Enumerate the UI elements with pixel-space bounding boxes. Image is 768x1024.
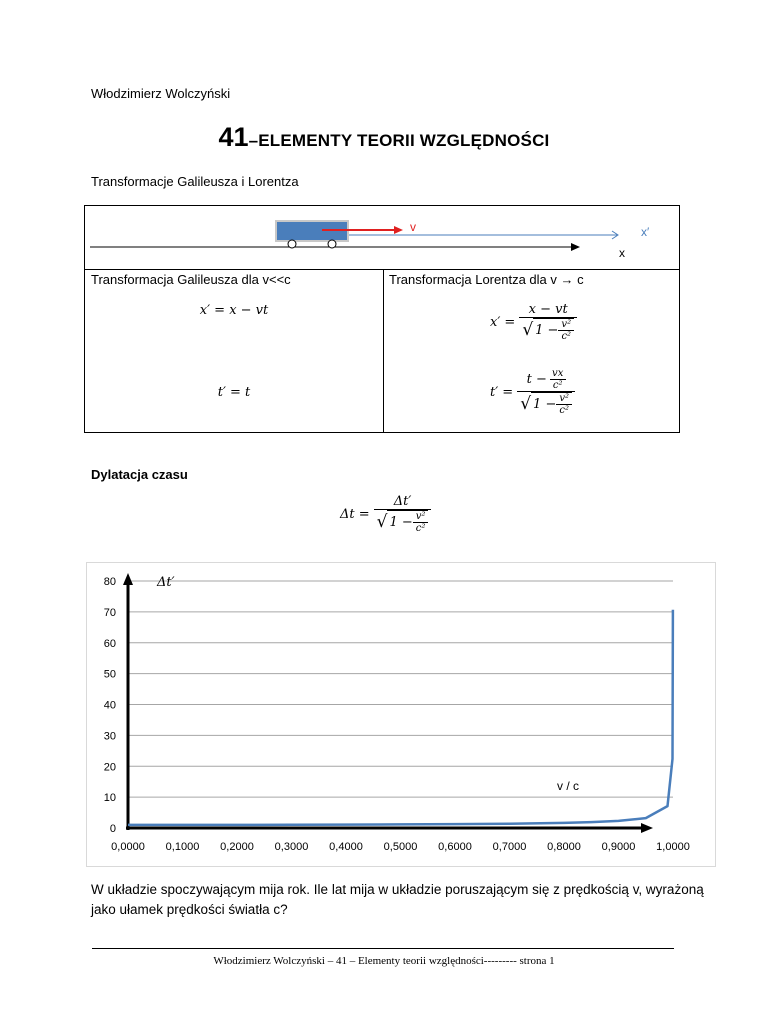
y-tick-label: 30: [103, 730, 116, 743]
x-tick-label: 0,0000: [111, 841, 145, 853]
lorentz-t-den-top: v²: [559, 393, 569, 404]
y-tick-label: 80: [103, 576, 116, 588]
x-tick-label: 0,9000: [601, 841, 636, 853]
lorentz-x-den-one: 1 −: [535, 323, 559, 338]
y-tick-label: 0: [109, 823, 116, 835]
y-tick-label: 60: [103, 637, 116, 650]
lorentz-x-den-top: v²: [561, 319, 572, 330]
x-tick-label: 0,6000: [438, 841, 472, 853]
question-text: W układzie spoczywającym mija rok. Ile lat mija w układzie poruszającym się z prędkością v, wyrażoną jako ułamek prędkości światła c?: [91, 882, 704, 917]
x-tick-label: 1,0000: [656, 841, 690, 853]
x-label: x: [619, 246, 625, 260]
x-axis-arrowhead: [641, 823, 653, 833]
dilation-numerator: Δt′: [393, 494, 412, 509]
galileo-heading: Transformacja Galileusza dla v<<c: [91, 272, 291, 287]
x-tick-label: 0,5000: [383, 841, 418, 853]
series-line: [128, 610, 673, 825]
section-subtitle: Transformacje Galileusza i Lorentza: [91, 174, 299, 189]
dilation-heading: Dylatacja czasu: [91, 467, 188, 482]
x-tick-label: 0,3000: [274, 841, 309, 853]
lorentz-t-lhs: t′ =: [490, 384, 514, 400]
x-prime-label: x′: [641, 225, 650, 239]
y-tick-label: 10: [103, 792, 116, 805]
x-tick-label: 0,4000: [329, 841, 363, 853]
dilation-den-top: v²: [415, 511, 426, 522]
dilation-lhs: Δt =: [340, 506, 370, 522]
dilation-den-bot: c²: [413, 522, 429, 534]
galileo-eq-t: t′ = t: [217, 385, 251, 400]
chapter-number: 41: [218, 122, 249, 152]
lorentz-t-num-top: vx: [552, 368, 564, 379]
lorentz-t-den-bot: c²: [556, 404, 572, 416]
y-tick-label: 40: [103, 699, 116, 712]
x-tick-label: 0,7000: [492, 841, 527, 853]
lorentz-eq-t: t′ = t − $\frac{vx}{\text{c²}}$ √ 1 − $\frac{\text{v²}}{\text{c²}}$: [490, 368, 575, 416]
x-tick-label: 0,8000: [547, 841, 581, 853]
y-tick-label: 20: [103, 761, 116, 774]
x-tick-label: 0,2000: [220, 841, 254, 853]
y-axis-arrowhead: [123, 573, 133, 585]
galileo-eq-x: x′ = x − vt: [199, 303, 269, 318]
author-name: Włodzimierz Wolczyński: [91, 86, 231, 101]
dilation-formula: Δt = Δt′ √ 1 − $\frac{\text{v²}}{\text{c²}}$: [340, 494, 431, 534]
lorentz-x-lhs: x′ =: [490, 314, 516, 330]
chapter-title: –ELEMENTY TEORII WZGLĘDNOŚCI: [248, 131, 550, 150]
velocity-label: v: [410, 220, 416, 234]
y-tick-label: 70: [103, 606, 116, 619]
page-footer: Włodzimierz Wolczyński – 41 – Elementy teorii względności--------- strona 1: [213, 955, 555, 967]
lorentz-x-den-bot: c²: [558, 330, 574, 342]
lorentz-t-den-one: 1 −: [533, 397, 557, 412]
footer-rule: [92, 948, 674, 949]
x-axis-label: v / c: [557, 779, 580, 793]
x-tick-label: 0,1000: [165, 841, 200, 853]
lorentz-x-numerator: x − vt: [528, 302, 568, 317]
lorentz-t-num-bot: c²: [550, 379, 566, 391]
lorentz-t-num-a: t −: [526, 372, 547, 387]
lorentz-heading: Transformacja Lorentza dla v → c: [389, 272, 584, 287]
y-axis-label: Δt′: [157, 575, 175, 590]
dilation-den-one: 1 −: [389, 515, 413, 530]
lorentz-eq-x: x′ = x − vt √ 1 − $\frac{\text{v²}}{\text{c²}}$: [490, 302, 577, 342]
y-tick-label: 50: [103, 668, 116, 681]
